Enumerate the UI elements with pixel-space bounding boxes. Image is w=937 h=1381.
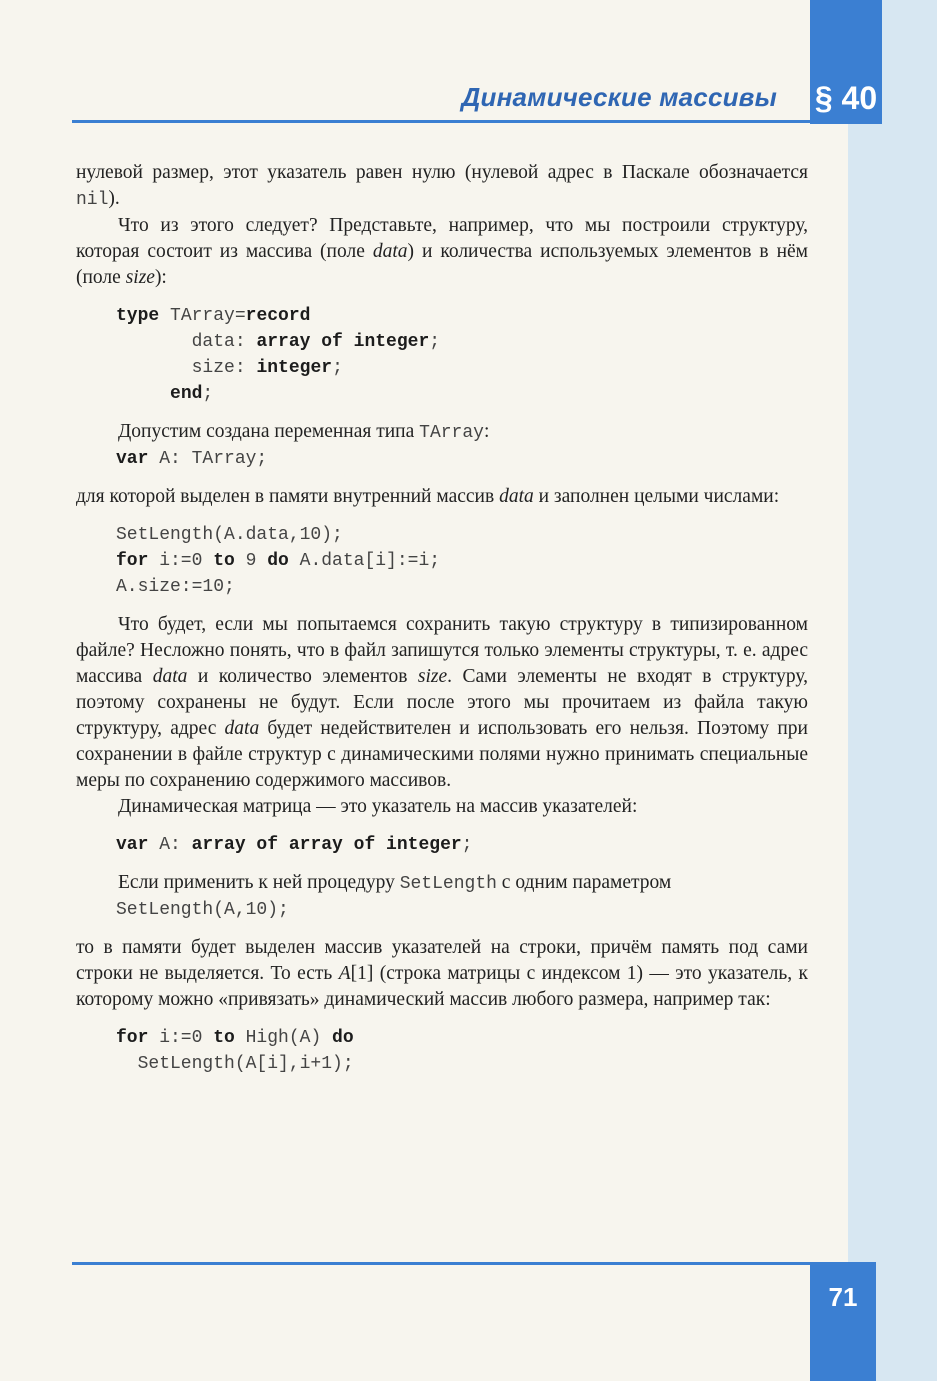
page-number: 71 — [828, 1282, 858, 1312]
footer-rule — [72, 1262, 812, 1265]
paragraph: нулевой размер, этот указатель равен нулю (нулевой адрес в Паскале обозначается nil). — [76, 162, 808, 210]
paragraph: Допустим создана переменная типа TArray: — [118, 421, 490, 443]
section-number: § 40 — [814, 80, 878, 116]
paragraph: Что будет, если мы попытаемся сохранить такую структуру в типизированном файле? Несложно понять, что в файл запишутся только элементы структуры, т. е. адрес массива data и количество элементов size. Сами элементы не входят в структуру, поэтому сохранены не будут. Если после этого мы прочитаем из файла такую структуру, адрес data будет недействителен и использовать его нельзя. Поэтому при сохранении в файле структур с динамическими полями нужно принимать специальные меры по сохранению содержимого массивов. — [76, 614, 808, 791]
code-block: for i:=0 to High(A) do SetLength(A[i],i+1); — [116, 1028, 354, 1074]
code-block: type TArray=record data: array of integer; size: integer; end; — [116, 306, 441, 404]
paragraph: для которой выделен в памяти внутренний массив data и заполнен целыми числами: — [76, 486, 780, 507]
page-margin-band — [848, 0, 937, 1381]
code-line: SetLength(A,10); — [116, 900, 289, 920]
code-block: SetLength(A.data,10); for i:=0 to 9 do A.data[i]:=i; A.size:=10; — [116, 525, 441, 597]
paragraph: Если применить к ней процедуру SetLength с одним параметром — [118, 872, 672, 894]
paragraph: Что из этого следует? Представьте, например, что мы построили структуру, которая состоит из массива (поле data) и количества используемых элементов в нём (поле size): — [76, 215, 808, 288]
paragraph: Динамическая матрица — это указатель на массив указателей: — [118, 796, 638, 817]
page-number-tab — [810, 1262, 876, 1381]
code-line: var A: array of array of integer; — [116, 835, 473, 855]
header-rule — [72, 120, 810, 123]
chapter-title: Динамические массивы — [461, 82, 777, 112]
paragraph: то в памяти будет выделен массив указателей на строки, причём память под сами строки не выделяется. То есть A[1] (строка матрицы с индексом 1) — это указатель, к которому можно «привязать» динамический массив любого размера, например так: — [76, 937, 808, 1010]
page-body — [76, 160, 808, 1077]
code-line: var A: TArray; — [116, 449, 268, 469]
